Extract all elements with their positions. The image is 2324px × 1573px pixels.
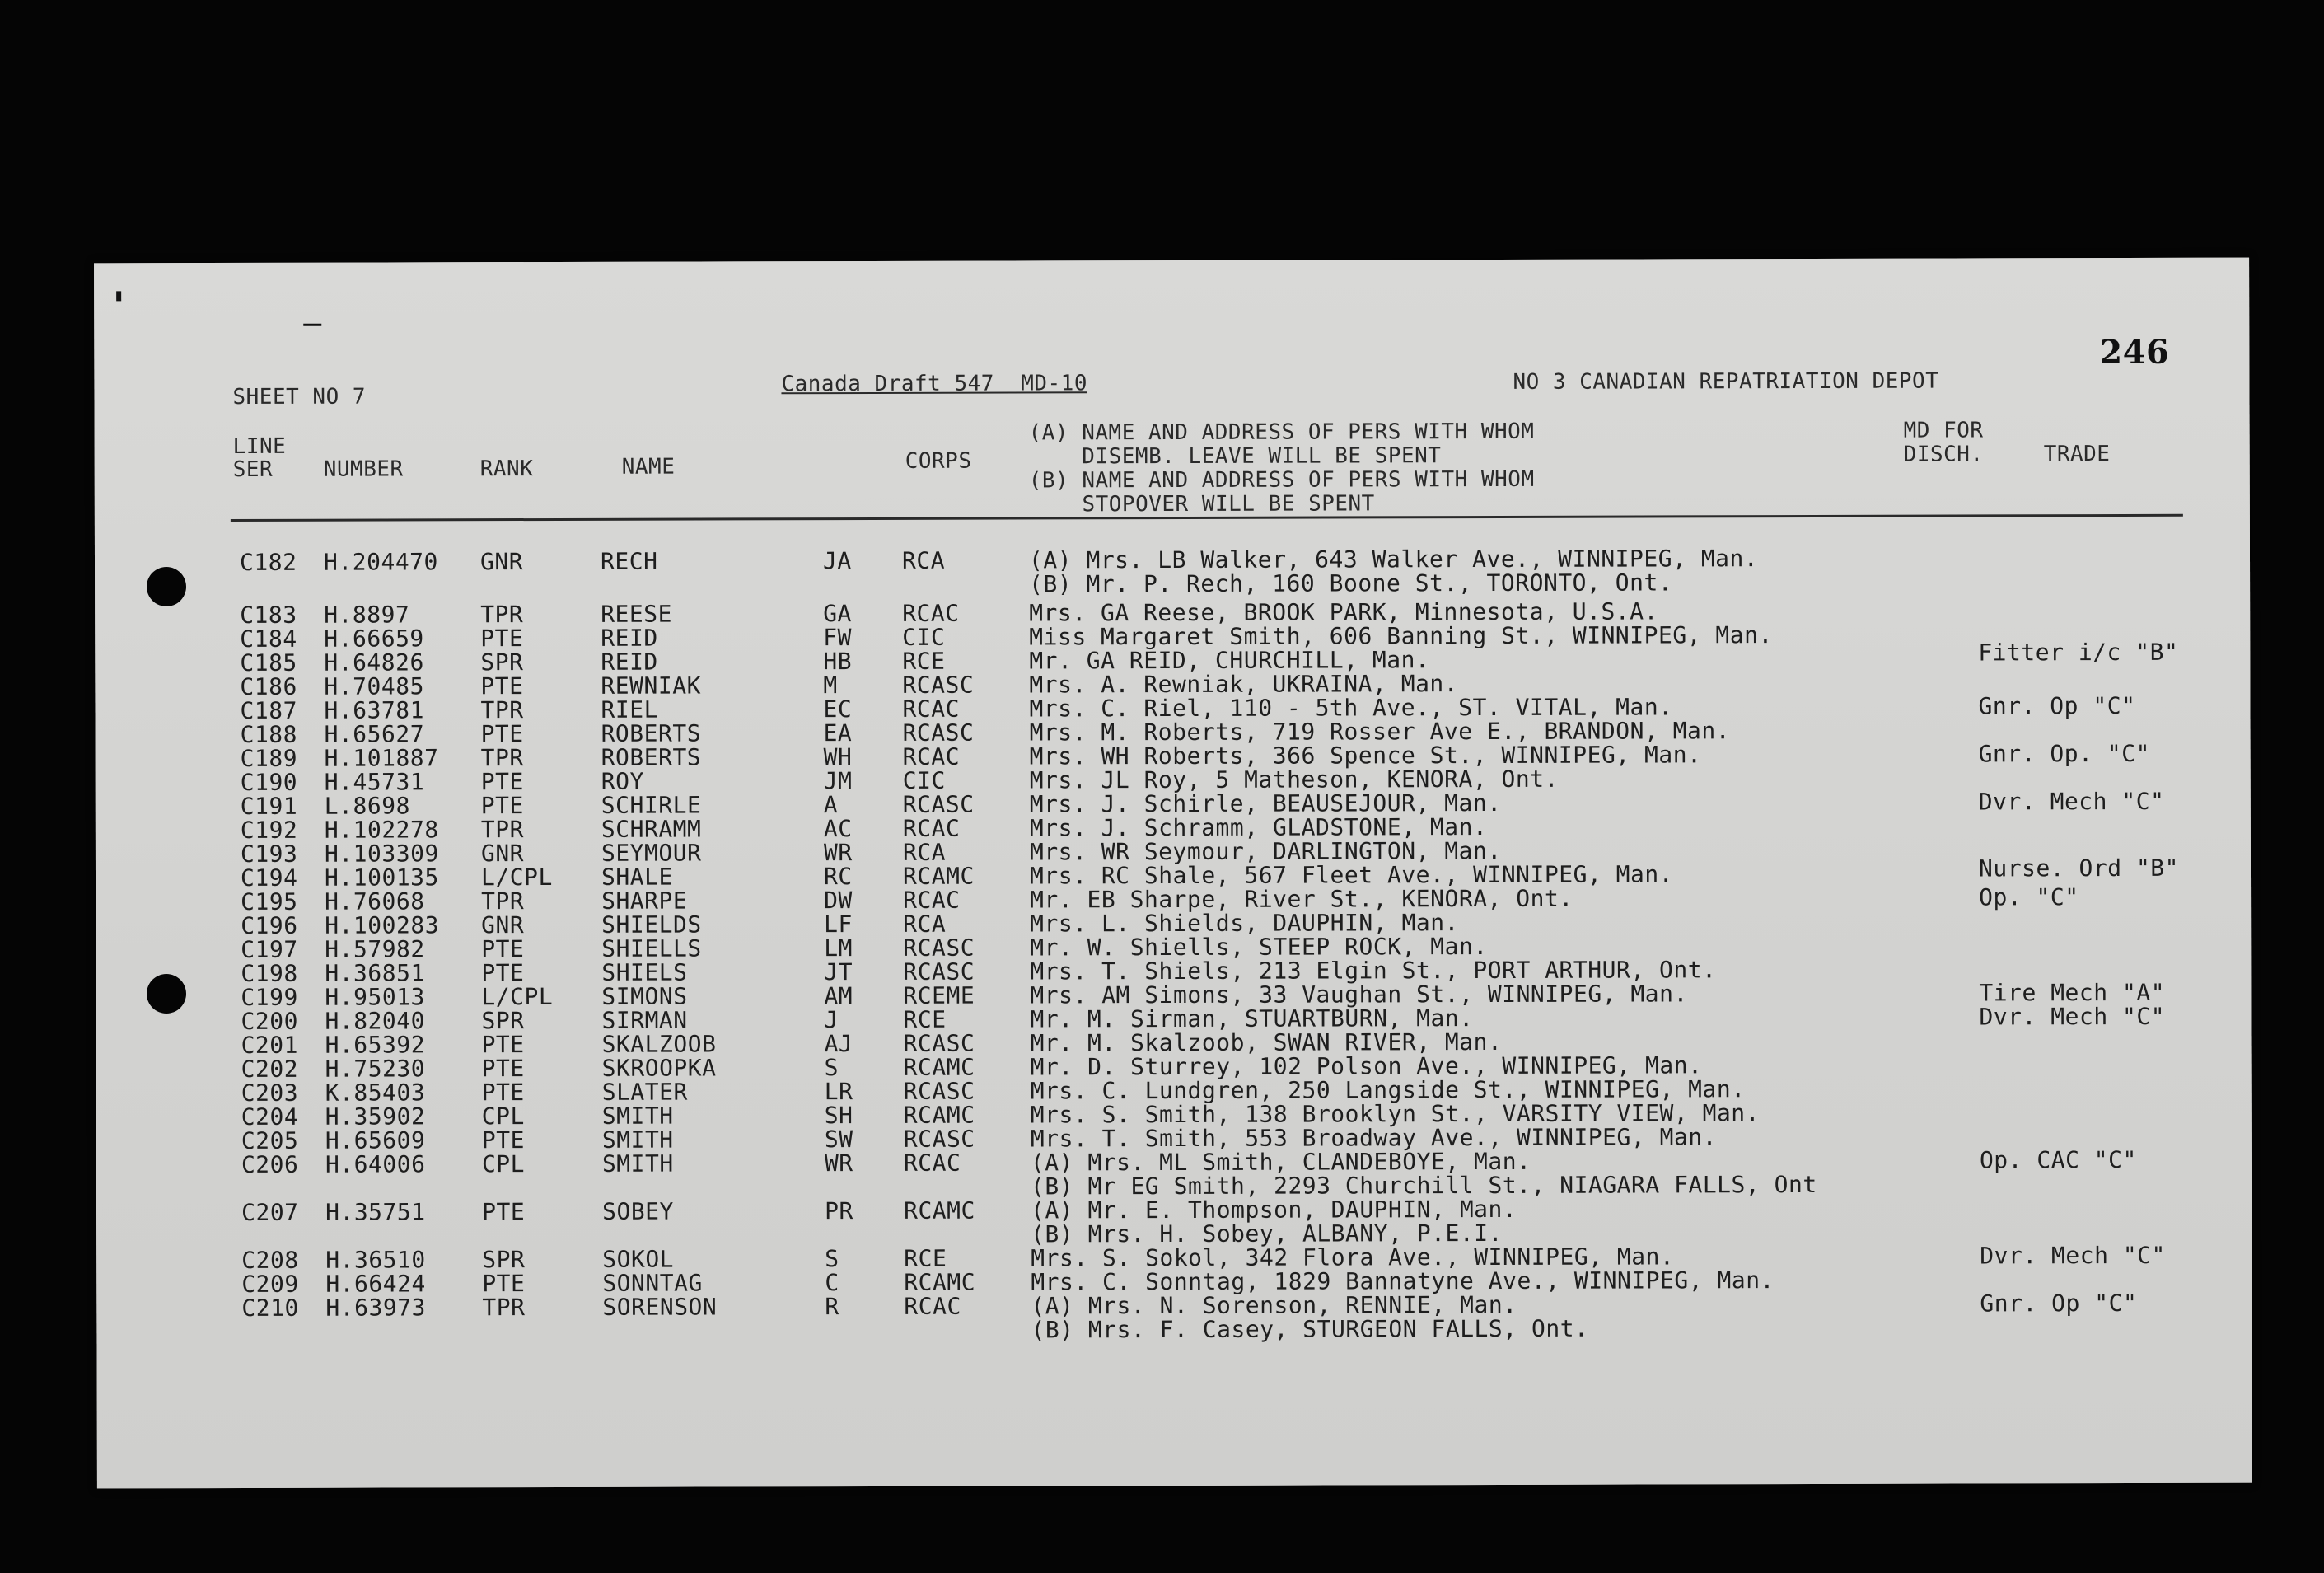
cell-rank: PTE — [481, 1079, 525, 1107]
cell-address: Mr. M. Sirman, STUARTBURN, Man. — [1030, 1004, 1474, 1033]
cell-service-number: H.35751 — [325, 1198, 426, 1226]
cell-line-ser: C187 — [240, 696, 297, 724]
col-header-ser: SER — [232, 456, 274, 482]
cell-rank: PTE — [480, 625, 524, 653]
cell-line-ser: C200 — [241, 1007, 298, 1035]
cell-address: Mrs. RC Shale, 567 Fleet Ave., WINNIPEG, Man. — [1029, 860, 1674, 890]
cell-address: Mrs. M. Roberts, 719 Rosser Ave E., BRANDON, Man. — [1029, 717, 1731, 747]
cell-initials: SH — [824, 1102, 853, 1130]
cell-initials: GA — [823, 600, 852, 628]
cell-service-number: H.204470 — [323, 548, 438, 576]
cell-initials: C — [825, 1269, 839, 1297]
cell-rank: PTE — [480, 720, 524, 748]
cell-corps: RCASC — [902, 719, 975, 747]
cell-initials: S — [824, 1054, 839, 1082]
cell-corps: RCASC — [903, 1125, 975, 1153]
cell-service-number: H.76068 — [325, 887, 425, 915]
cell-address: Mrs. WH Roberts, 366 Spence St., WINNIPEG, Man. — [1029, 741, 1702, 770]
cell-service-number: H.100283 — [325, 911, 440, 939]
col-header-rank: RANK — [479, 456, 534, 482]
cell-corps: RCE — [903, 1005, 947, 1033]
cell-address: Mrs. J. Schramm, GLADSTONE, Man. — [1029, 813, 1488, 842]
cell-service-number: H.63781 — [324, 696, 425, 724]
cell-initials: WR — [824, 1149, 853, 1177]
cell-address-b: (B) Mr EG Smith, 2293 Churchill St., NIAGARA FALLS, Ont — [1030, 1170, 1817, 1201]
cell-line-ser: C205 — [241, 1126, 299, 1154]
cell-address: Mrs. GA Reese, BROOK PARK, Minnesota, U.S.A. — [1029, 597, 1658, 627]
cell-line-ser: C188 — [240, 720, 298, 748]
depot-name: NO 3 CANADIAN REPATRIATION DEPOT — [1513, 368, 1939, 395]
cell-service-number: H.36510 — [325, 1246, 426, 1274]
cell-address: Mrs. JL Roy, 5 Matheson, KENORA, Ont. — [1029, 765, 1559, 794]
cell-address: Mr. GA REID, CHURCHILL, Man. — [1029, 646, 1430, 675]
cell-rank: SPR — [481, 1007, 525, 1035]
cell-trade: Gnr. Op. "C" — [1978, 739, 2150, 768]
cell-address: Mrs. WR Seymour, DARLINGTON, Man. — [1029, 836, 1502, 866]
col-header-address-b1: (B) NAME AND ADDRESS OF PERS WITH WHOM — [1028, 466, 1535, 494]
cell-address: Mrs. AM Simons, 33 Vaughan St., WINNIPEG, Man. — [1030, 980, 1688, 1009]
cell-corps: RCAMC — [903, 1101, 975, 1129]
cell-line-ser: C207 — [241, 1198, 299, 1226]
col-header-trade: TRADE — [2043, 442, 2111, 467]
cell-rank: SPR — [480, 648, 524, 676]
cell-corps: RCAC — [902, 599, 960, 627]
cell-line-ser: C206 — [241, 1150, 299, 1178]
cell-surname: SCHRAMM — [601, 815, 702, 843]
document-title: Canada Draft 547 MD-10 — [781, 371, 1088, 397]
col-header-address-a2: DISEMB. LEAVE WILL BE SPENT — [1028, 443, 1442, 470]
cell-address: Mrs. C. Lundgren, 250 Langside St., WINNIPEG, Man. — [1030, 1075, 1746, 1105]
cell-service-number: H.36851 — [325, 959, 425, 987]
cell-address: Mrs. C. Sonntag, 1829 Bannatyne Ave., WINNIPEG, Man. — [1031, 1266, 1775, 1296]
cell-rank: PTE — [480, 672, 524, 700]
cell-rank: GNR — [480, 840, 525, 868]
cell-service-number: H.65609 — [325, 1126, 426, 1154]
col-header-address-a1: (A) NAME AND ADDRESS OF PERS WITH WHOM — [1028, 419, 1535, 446]
cell-surname: SHALE — [601, 863, 673, 891]
cell-initials: WR — [823, 839, 853, 867]
cell-surname: ROY — [601, 767, 644, 795]
cell-corps: RCAC — [902, 814, 961, 842]
cell-service-number: H.35902 — [325, 1103, 426, 1131]
punch-hole — [147, 974, 186, 1014]
cell-rank: PTE — [481, 1126, 525, 1154]
cell-line-ser: C203 — [241, 1079, 299, 1107]
cell-surname: SMITH — [601, 1102, 674, 1130]
cell-surname: ROBERTS — [601, 743, 702, 771]
col-header-line: LINE — [232, 433, 287, 459]
cell-address: Mrs. T. Smith, 553 Broadway Ave., WINNIPEG, Man. — [1030, 1123, 1718, 1153]
cell-surname: RECH — [600, 547, 658, 575]
cell-rank: TPR — [480, 696, 524, 724]
cell-initials: LR — [824, 1078, 853, 1106]
cell-service-number: H.66424 — [325, 1270, 426, 1298]
cell-corps: RCASC — [903, 1029, 975, 1057]
cell-surname: SMITH — [601, 1149, 674, 1177]
cell-initials: FW — [823, 624, 853, 652]
page-number: 246 — [2099, 332, 2170, 372]
cell-initials: AM — [824, 982, 853, 1010]
col-header-md-disch-1: MD FOR — [1903, 418, 1984, 443]
cell-initials: PR — [825, 1197, 853, 1225]
cell-trade: Dvr. Mech "C" — [1980, 1241, 2166, 1270]
cell-rank: L/CPL — [480, 863, 553, 892]
cell-corps: RCA — [903, 910, 947, 938]
cell-rank: PTE — [481, 1055, 525, 1083]
cell-corps: RCASC — [903, 1077, 975, 1105]
cell-surname: REID — [601, 624, 658, 652]
cell-corps: RCAC — [903, 1149, 961, 1177]
cell-service-number: H.102278 — [324, 816, 439, 844]
col-header-name: NAME — [621, 454, 676, 480]
cell-surname: SMITH — [601, 1126, 674, 1154]
cell-address: Mrs. L. Shields, DAUPHIN, Man. — [1030, 909, 1459, 938]
cell-service-number: H.70485 — [324, 672, 424, 700]
cell-rank: PTE — [480, 792, 524, 820]
cell-service-number: H.103309 — [324, 840, 439, 868]
cell-service-number: H.101887 — [324, 744, 439, 772]
cell-corps: RCAC — [902, 695, 960, 723]
cell-surname: SIMONS — [601, 982, 688, 1010]
cell-address: (A) Mrs. N. Sorenson, RENNIE, Man. — [1031, 1290, 1517, 1320]
cell-corps: RCASC — [903, 957, 975, 985]
cell-surname: SLATER — [601, 1078, 688, 1106]
cell-line-ser: C210 — [241, 1294, 299, 1322]
cell-corps: RCAMC — [904, 1268, 976, 1296]
cell-address: Mrs. T. Shiels, 213 Elgin St., PORT ARTHUR, Ont. — [1030, 956, 1717, 985]
cell-initials: J — [824, 1006, 839, 1034]
cell-initials: SW — [824, 1126, 853, 1154]
cell-initials: EC — [823, 695, 853, 723]
cell-corps: RCA — [902, 838, 947, 866]
cell-service-number: K.85403 — [325, 1079, 426, 1107]
cell-surname: SKALZOOB — [601, 1030, 717, 1058]
cell-surname: REESE — [601, 600, 673, 628]
cell-line-ser: C190 — [240, 768, 298, 796]
cell-line-ser: C182 — [239, 548, 297, 576]
cell-address: Mr. EB Sharpe, River St., KENORA, Ont. — [1030, 884, 1573, 914]
cell-surname: REWNIAK — [601, 672, 701, 700]
cell-rank: CPL — [481, 1150, 526, 1178]
col-header-address-b2: STOPOVER WILL BE SPENT — [1028, 491, 1375, 517]
cell-rank: CPL — [481, 1103, 525, 1131]
cell-line-ser: C198 — [241, 959, 298, 987]
cell-initials: AC — [823, 815, 853, 843]
cell-rank: TPR — [480, 816, 524, 844]
cell-line-ser: C209 — [241, 1270, 299, 1298]
cell-corps: RCA — [901, 546, 946, 574]
cell-address: (A) Mr. E. Thompson, DAUPHIN, Man. — [1031, 1195, 1517, 1224]
cell-initials: R — [825, 1293, 839, 1321]
sheet-number: SHEET NO 7 — [232, 384, 367, 410]
cell-line-ser: C186 — [240, 672, 297, 700]
cell-surname: SOKOL — [602, 1245, 675, 1273]
cell-line-ser: C193 — [240, 840, 298, 868]
cell-rank: PTE — [482, 1198, 526, 1226]
cell-corps: RCASC — [902, 671, 975, 699]
cell-service-number: H.95013 — [325, 983, 425, 1011]
cell-initials: M — [823, 672, 838, 700]
cell-initials: JT — [824, 958, 853, 986]
cell-rank: PTE — [481, 935, 525, 963]
cell-address: Mr. D. Sturrey, 102 Polson Ave., WINNIPEG, Man. — [1030, 1051, 1703, 1081]
cell-trade: Gnr. Op "C" — [1980, 1289, 2138, 1318]
cell-corps: RCAC — [903, 886, 961, 914]
cell-address: Mr. M. Skalzoob, SWAN RIVER, Man. — [1030, 1028, 1503, 1057]
cell-initials: RC — [823, 863, 853, 891]
cell-surname: SONNTAG — [602, 1269, 703, 1297]
punch-hole — [147, 567, 186, 606]
cell-address: Mrs. J. Schirle, BEAUSEJOUR, Man. — [1029, 789, 1502, 818]
cell-surname: SCHIRLE — [601, 791, 702, 819]
cell-surname: REID — [601, 648, 658, 676]
cell-surname: SOBEY — [602, 1197, 674, 1225]
cell-corps: RCE — [904, 1244, 947, 1272]
cell-corps: RCAC — [902, 742, 961, 770]
cell-rank: SPR — [482, 1246, 526, 1274]
cell-rank: TPR — [482, 1294, 526, 1322]
cell-rank: PTE — [482, 1270, 526, 1298]
col-header-md-disch-2: DISCH. — [1903, 442, 1984, 467]
cell-line-ser: C208 — [241, 1246, 299, 1274]
cell-trade: Dvr. Mech "C" — [1979, 1002, 2166, 1031]
cell-rank: TPR — [480, 601, 524, 629]
cell-rank: GNR — [479, 548, 524, 576]
cell-surname: SHIELS — [601, 958, 688, 986]
cell-initials: A — [823, 791, 839, 819]
cell-initials: AJ — [824, 1030, 853, 1058]
cell-address: Mr. W. Shiells, STEEP ROCK, Man. — [1030, 933, 1488, 962]
cell-address: (A) Mrs. ML Smith, CLANDEBOYE, Man. — [1030, 1147, 1531, 1177]
cell-service-number: H.100135 — [324, 864, 439, 892]
cell-initials: EA — [823, 719, 853, 747]
cell-corps: CIC — [902, 766, 946, 794]
cell-address-b: (B) Mr. P. Rech, 160 Boone St., TORONTO, Ont. — [1029, 569, 1673, 598]
cell-line-ser: C183 — [240, 601, 297, 629]
cell-corps: RCE — [902, 647, 946, 675]
document-sheet — [94, 258, 2252, 1489]
cell-service-number: H.82040 — [325, 1007, 426, 1035]
cell-corps: RCAMC — [904, 1196, 975, 1224]
cell-surname: SHARPE — [601, 887, 688, 915]
cell-service-number: H.63973 — [325, 1294, 426, 1322]
cell-address-b: (B) Mrs. H. Sobey, ALBANY, P.E.I. — [1031, 1219, 1503, 1248]
cell-initials: DW — [824, 887, 853, 915]
cell-corps: RCASC — [903, 934, 975, 962]
cell-surname: SKROOPKA — [601, 1054, 717, 1082]
cell-corps: RCASC — [902, 790, 975, 818]
cell-initials: WH — [823, 743, 853, 771]
cell-trade: Tire Mech "A" — [1979, 978, 2166, 1007]
cell-line-ser: C185 — [240, 648, 297, 676]
cell-trade: Op. "C" — [1979, 883, 2079, 911]
cell-surname: SIRMAN — [601, 1006, 688, 1034]
cell-address-b: (B) Mrs. F. Casey, STURGEON FALLS, Ont. — [1031, 1314, 1589, 1344]
cell-corps: RCAC — [904, 1292, 961, 1320]
cell-corps: RCEME — [903, 981, 975, 1009]
cell-address: Mrs. S. Sokol, 342 Flora Ave., WINNIPEG, Man. — [1031, 1243, 1675, 1272]
ink-speck — [116, 291, 121, 301]
cell-service-number: H.75230 — [325, 1055, 426, 1083]
cell-line-ser: C189 — [240, 744, 298, 772]
cell-initials: JA — [822, 547, 852, 575]
cell-rank: PTE — [481, 959, 525, 987]
col-header-number: NUMBER — [323, 456, 404, 482]
cell-service-number: H.8897 — [324, 601, 410, 629]
cell-rank: TPR — [480, 744, 524, 772]
cell-surname: ROBERTS — [601, 719, 702, 747]
cell-corps: RCAMC — [902, 862, 975, 890]
cell-corps: CIC — [902, 623, 946, 651]
cell-trade: Gnr. Op "C" — [1978, 691, 2136, 720]
cell-line-ser: C196 — [241, 911, 298, 939]
cell-service-number: H.57982 — [325, 935, 425, 963]
cell-service-number: H.66659 — [324, 625, 424, 653]
cell-rank: GNR — [481, 911, 525, 939]
cell-rank: TPR — [481, 887, 525, 915]
cell-trade: Nurse. Ord "B" — [1978, 854, 2180, 882]
cell-line-ser: C192 — [240, 816, 298, 844]
cell-trade: Op. CAC "C" — [1979, 1145, 2137, 1174]
cell-line-ser: C184 — [240, 625, 297, 653]
cell-line-ser: C201 — [241, 1031, 299, 1059]
cell-address: (A) Mrs. LB Walker, 643 Walker Ave., WINNIPEG, Man. — [1028, 545, 1759, 574]
col-header-corps: CORPS — [905, 448, 972, 474]
cell-line-ser: C199 — [241, 983, 298, 1011]
cell-rank: L/CPL — [481, 982, 554, 1011]
cell-address: Mrs. A. Rewniak, UKRAINA, Man. — [1029, 670, 1459, 699]
cell-service-number: H.65627 — [324, 720, 425, 748]
cell-rank: PTE — [480, 768, 524, 796]
cell-service-number: L.8698 — [324, 792, 410, 820]
cell-address: Mrs. C. Riel, 110 - 5th Ave., ST. VITAL, Man. — [1029, 693, 1673, 723]
cell-initials: JM — [823, 767, 853, 795]
cell-surname: SEYMOUR — [601, 839, 702, 867]
cell-service-number: H.64006 — [325, 1150, 426, 1178]
cell-line-ser: C195 — [241, 887, 298, 915]
cell-service-number: H.64826 — [324, 648, 424, 676]
cell-surname: SHIELLS — [601, 934, 702, 962]
cell-line-ser: C194 — [240, 864, 298, 892]
cell-initials: LM — [824, 934, 853, 962]
cell-surname: SHIELDS — [601, 911, 702, 939]
cell-address: Mrs. S. Smith, 138 Brooklyn St., VARSITY VIEW, Man. — [1030, 1099, 1761, 1129]
cell-line-ser: C202 — [241, 1055, 299, 1083]
cell-trade: Fitter i/c "B" — [1978, 638, 2179, 667]
cell-surname: RIEL — [601, 695, 658, 723]
ink-speck — [303, 324, 321, 326]
cell-service-number: H.65392 — [325, 1031, 426, 1059]
cell-line-ser: C204 — [241, 1103, 299, 1131]
cell-line-ser: C197 — [241, 935, 298, 963]
cell-initials: HB — [823, 648, 853, 676]
cell-rank: PTE — [481, 1031, 525, 1059]
cell-surname: SORENSON — [602, 1293, 718, 1321]
cell-trade: Dvr. Mech "C" — [1978, 787, 2165, 816]
cell-service-number: H.45731 — [324, 768, 425, 796]
cell-corps: RCAMC — [903, 1053, 975, 1081]
cell-initials: S — [825, 1245, 839, 1273]
cell-line-ser: C191 — [240, 792, 298, 820]
cell-initials: LF — [824, 911, 853, 939]
cell-address: Miss Margaret Smith, 606 Banning St., WINNIPEG, Man. — [1029, 621, 1773, 651]
